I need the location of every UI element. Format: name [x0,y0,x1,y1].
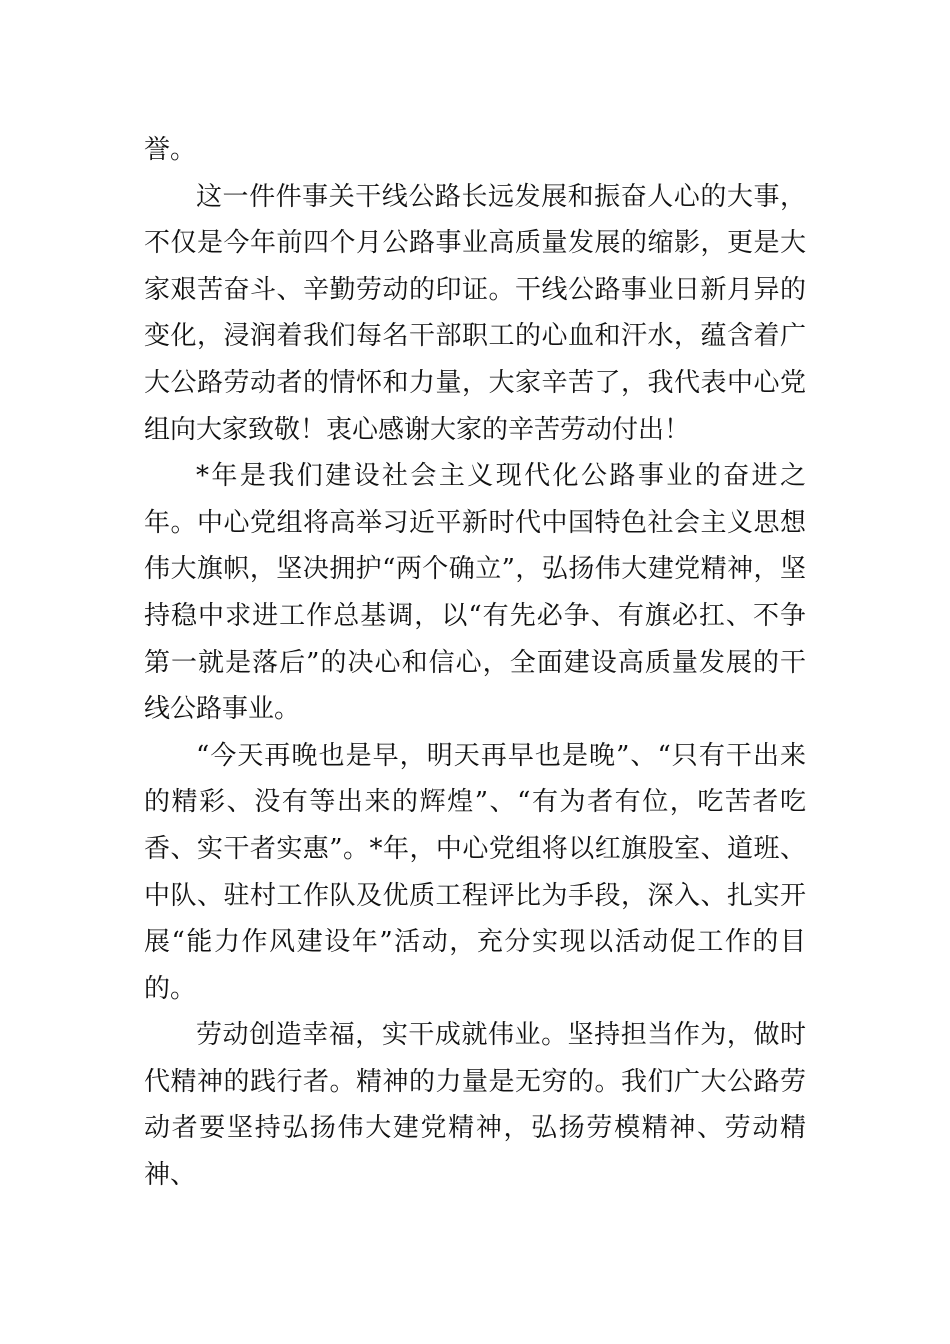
document-page [144,127,806,1199]
paragraph-continuation: 誉。 [144,135,197,165]
paragraph-labor-spirit: 劳动创造幸福，实干成就伟业。坚持担当作为，做时代精神的践行者。精神的力量是无穷的。我们广大公路劳动者要坚持弘扬伟大建党精神，弘扬劳模精神、劳动精神、 [144,1020,806,1191]
paragraph-slogans: “今天再晚也是早，明天再早也是晚”、“只有干出来的精彩、没有等出来的辉煌”、“有为者有位，吃苦者吃香、实干者实惠”。*年，中心党组将以红旗股室、道班、中队、驻村工作队及优质工程评比为手段，深入、扎实开展“能力作风建设年”活动，充分实现以活动促工作的目的。 [144,740,806,1004]
paragraph-year-goals: *年是我们建设社会主义现代化公路事业的奋进之年。中心党组将高举习近平新时代中国特色社会主义思想伟大旗帜，坚决拥护“两个确立”，弘扬伟大建党精神，坚持稳中求进工作总基调，以“有先必争、有旗必扛、不争第一就是落后”的决心和信心，全面建设高质量发展的干线公路事业。 [144,461,806,725]
paragraph-achievements: 这一件件事关干线公路长远发展和振奋人心的大事，不仅是今年前四个月公路事业高质量发展的缩影，更是大家艰苦奋斗、辛勤劳动的印证。干线公路事业日新月异的变化，浸润着我们每名干部职工的心血和汗水，蕴含着广大公路劳动者的情怀和力量，大家辛苦了，我代表中心党组向大家致敬！衷心感谢大家的辛苦劳动付出！ [144,181,806,445]
